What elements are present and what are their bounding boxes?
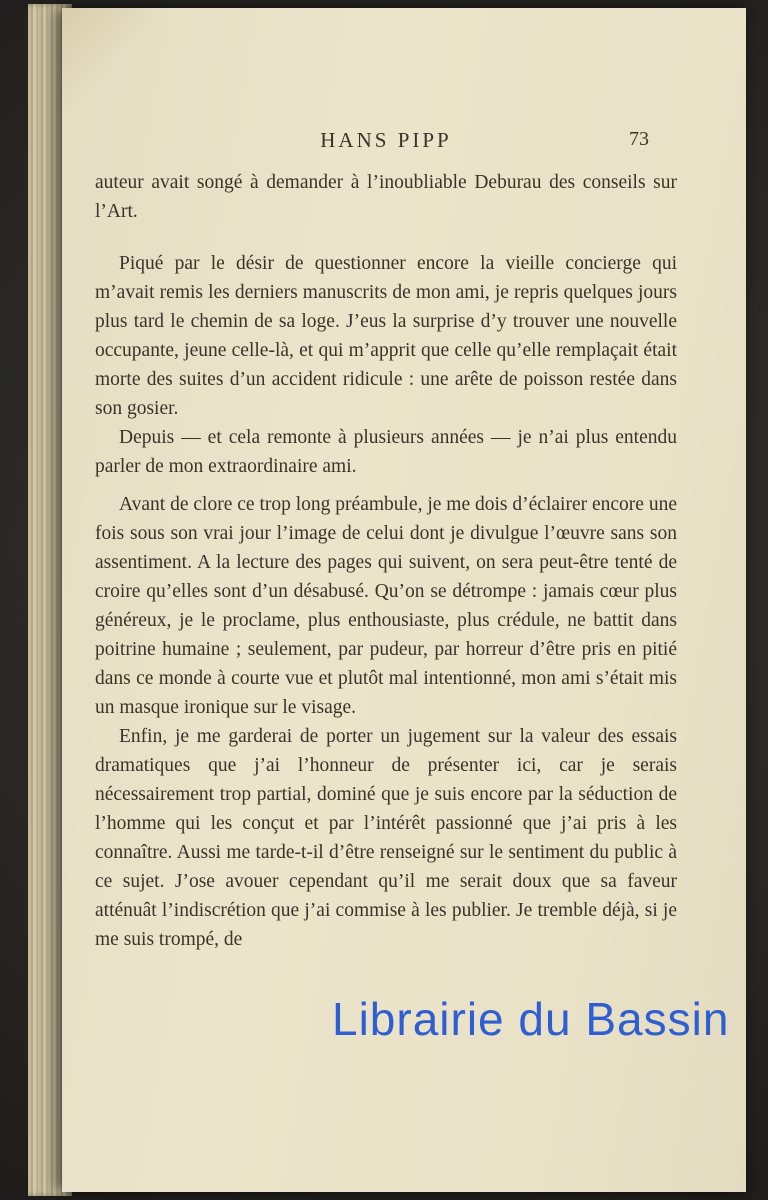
running-title: HANS PIPP <box>320 128 452 152</box>
page-body-text <box>95 168 677 954</box>
paragraph: auteur avait songé à demander à l’inoubliable Deburau des conseils sur l’Art. <box>95 172 677 222</box>
page-header <box>95 128 677 158</box>
paragraph: Enfin, je me garderai de porter un jugement sur la valeur des essais dramatiques que j’ai l’honneur de présenter ici, car je serais nécessairement trop partial, dominé que je suis encore par la séduction de l’homme qui les conçut et par l’intérêt passionné que j’ai pris à les connaître. Aussi me tarde-t-il d’être renseigné sur le sentiment du public à ce sujet. J’ose avouer cependant qu’il me serait doux que sa faveur atténuât l’indiscrétion que j’ai commise à les publier. Je tremble déjà, si je me suis trompé, de <box>95 726 677 950</box>
page-number: 73 <box>629 128 649 150</box>
bookseller-watermark: Librairie du Bassin <box>332 993 730 1045</box>
page-corner-crease <box>62 8 152 118</box>
paragraph: Depuis — et cela remonte à plusieurs années — je n’ai plus entendu parler de mon extraordinaire ami. <box>95 427 677 477</box>
paragraph: Avant de clore ce trop long préambule, je me dois d’éclairer encore une fois sous son vrai jour l’image de celui dont je divulgue l’œuvre sans son assentiment. A la lecture des pages qui suivent, on sera peut-être tenté de croire qu’elles sont d’un désabusé. Qu’on se détrompe : jamais cœur plus généreux, je le proclame, plus enthousiaste, plus crédule, ne battit dans poitrine humaine ; seulement, par pudeur, par horreur d’être pris en pitié dans ce monde à courte vue et plutôt mal intentionné, mon ami s’était mis un masque ironique sur le visage. <box>95 494 677 718</box>
paragraph: Piqué par le désir de questionner encore la vieille concierge qui m’avait remis les derniers manuscrits de mon ami, je repris quelques jours plus tard le chemin de sa loge. J’eus la surprise d’y trouver une nouvelle occupante, jeune celle-là, et qui m’apprit que celle qu’elle remplaçait était morte des suites d’un accident ridicule : une arête de poisson restée dans son gosier. <box>95 253 677 419</box>
